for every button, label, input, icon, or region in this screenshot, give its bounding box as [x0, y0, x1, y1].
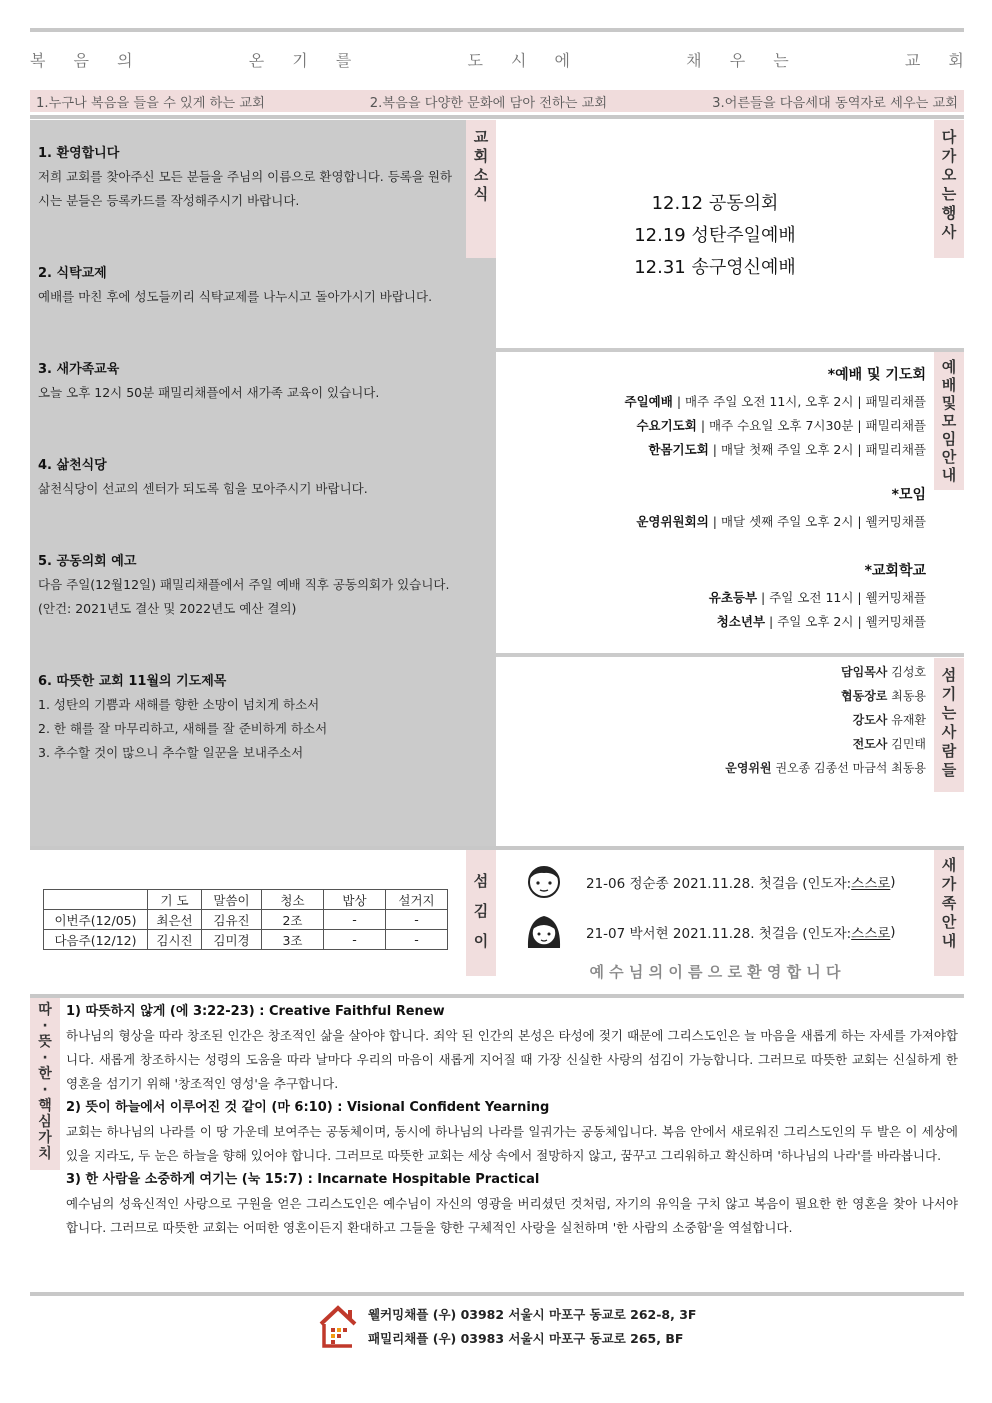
- value-body: 교회는 하나님의 나라를 이 땅 가운데 보여주는 공동체이며, 동시에 하나님의 나라를 일궈가는 공동체입니다. 복음 안에서 새로워진 그리스도인의 두 발은 이 세상에 있을 지라도, 두 눈은 하늘을 향해 있어야 합니다. 그러므로 따뜻한 교회는 세상 속에서 절망하지 않고, 꿈꾸고 그리워하고 확신하며 '하나님의 나라'를 바라봅니다.: [66, 1124, 958, 1163]
- vision-item: 3.어른들을 다음세대 동역자로 세우는 교회: [712, 95, 958, 111]
- value-body: 하나님의 형상을 따라 창조된 인간은 창조적인 삶을 살아야 합니다. 죄악 된 인간의 본성은 타성에 젖기 때문에 그리스도인은 늘 마음을 새롭게 하는 자세를 가져야합니다. 새롭게 창조하시는 성령의 도움을 따라 날마다 우리의 마음이 새롭게 지어질 때 가장 신실한 사랑의 섬김이 가능합니다. 그러므로 따뜻한 교회는 신실하게 한 영혼을 섬기기 위해 '창조적인 영성'을 추구합니다.: [66, 1028, 958, 1091]
- vision-item: 1.누구나 복음을 들을 수 있게 하는 교회: [36, 95, 265, 111]
- guide-row: 수요기도회 | 매주 수요일 오후 7시30분 | 패밀리채플: [636, 418, 926, 433]
- motto-char: 교: [904, 51, 921, 70]
- tab-duty: 섬 김 이: [466, 850, 496, 976]
- value-body: 예수님의 성육신적인 사랑으로 구원을 얻은 그리스도인은 예수님이 자신의 영광을 버리셨던 것처럼, 자기의 유익을 구치 않고 복음이 필요한 한 영혼을 찾아 나서야 합니다. 그러므로 따뜻한 교회는 어떠한 영혼이든지 환대하고 그들을 향한 구체적인 사랑을 실천하며 '한 사람의 소중함'을 역설합니다.: [66, 1196, 958, 1235]
- tab-worship-guide: 예 배 및 모 임 안 내: [934, 352, 964, 490]
- divider: [30, 1292, 964, 1296]
- news-item: [38, 454, 458, 501]
- event-line: 12.12 공동의회: [651, 193, 779, 214]
- motto-char: 는: [773, 51, 789, 70]
- footer: [318, 1304, 696, 1350]
- top-rule: [30, 28, 964, 32]
- church-logo-icon: [318, 1304, 358, 1350]
- news-item: [38, 262, 458, 309]
- duty-table: [43, 889, 448, 950]
- address-line: 패밀리채플 (우) 03983 서울시 마포구 동교로 265, BF: [368, 1331, 684, 1346]
- motto-char: 복: [30, 51, 46, 70]
- servant-row: 전도사 김민태: [852, 737, 926, 751]
- divider: [30, 846, 964, 850]
- motto-char: 우: [729, 51, 746, 70]
- servant-row: 협동장로 최동용: [841, 689, 926, 703]
- guide-link[interactable]: 스스로: [851, 926, 891, 942]
- tab-new-family: 새 가 족 안 내: [934, 850, 964, 976]
- guide-row: 주일예배 | 매주 주일 오전 11시, 오후 2시 | 패밀리채플: [624, 394, 926, 409]
- servant-row: 담임목사 김성호: [841, 665, 926, 679]
- guide-row: 유초등부 | 주일 오전 11시 | 웰커밍채플: [708, 590, 926, 605]
- guide-heading: *교회학교: [864, 563, 926, 579]
- vision-item: 2.복음을 다양한 문화에 담아 전하는 교회: [369, 95, 608, 111]
- news-body: 다음 주일(12월12일) 패밀리채플에서 주일 예배 직후 공동의회가 있습니다. (안건: 2021년도 결산 및 2022년도 예산 결의): [38, 577, 450, 616]
- prayer-line: 3. 추수할 것이 많으니 추수할 일꾼을 보내주소서: [38, 745, 304, 760]
- news-item: [38, 670, 458, 765]
- news-title: 1. 환영합니다: [38, 146, 120, 161]
- news-body: 저희 교회를 찾아주신 모든 분들을 주님의 이름으로 환영합니다. 등록을 원하시는 분들은 등록카드를 작성해주시기 바랍니다.: [38, 169, 453, 208]
- motto-char: 도: [467, 51, 483, 70]
- core-values: [66, 1000, 958, 1240]
- person-icon: [524, 912, 564, 952]
- guide-link[interactable]: 스스로: [851, 876, 891, 892]
- news-title: 6. 따뜻한 교회 11월의 기도제목: [38, 674, 227, 689]
- motto-char: 온: [248, 51, 265, 70]
- newcomer-row: 21-06 정순종 2021.11.28. 첫걸음 (인도자: 스스로 ): [524, 862, 924, 902]
- news-item: [38, 550, 458, 621]
- motto-char: 시: [510, 51, 527, 70]
- news-body: 오늘 오후 12시 50분 패밀리채플에서 새가족 교육이 있습니다.: [38, 385, 380, 400]
- event-line: 12.19 성탄주일예배: [634, 225, 796, 246]
- value-heading: 2) 뜻이 하늘에서 이루어진 것 같이 (마 6:10) : Visional Confident Yearning: [66, 1100, 550, 1115]
- prayer-line: 1. 성탄의 기쁨과 새해를 향한 소망이 넘치게 하소서: [38, 697, 320, 712]
- tab-core-values: 따 · 뜻 · 한 · 핵 심 가 치: [30, 998, 60, 1170]
- divider: [30, 994, 964, 998]
- table-header-row: 기 도 말씀이 청소 밥상 설거지: [44, 890, 448, 910]
- news-title: 5. 공동의회 예고: [38, 554, 137, 569]
- motto: [30, 48, 964, 70]
- value-heading: 3) 한 사람을 소중하게 여기는 (눅 15:7) : Incarnate Hospitable Practical: [66, 1172, 540, 1187]
- news-title: 3. 새가족교육: [38, 362, 120, 377]
- motto-char: 회: [948, 51, 964, 70]
- motto-char: 음: [73, 51, 90, 70]
- worship-guide: [496, 352, 926, 652]
- news-item: [38, 358, 458, 405]
- table-row: 이번주(12/05) 최은선 김유진 2조 - -: [44, 910, 448, 930]
- news-title: 2. 식탁교제: [38, 266, 107, 281]
- guide-row: 한몸기도회 | 매달 첫째 주일 오후 2시 | 패밀리채플: [648, 442, 926, 457]
- news-body: 삶천식당이 선교의 센터가 되도록 힘을 모아주시기 바랍니다.: [38, 481, 368, 496]
- news-item: [38, 142, 458, 213]
- person-icon: [524, 862, 564, 902]
- newcomer-text: 21-07 박서현 2021.11.28. 첫걸음 (인도자:: [586, 926, 852, 942]
- motto-char: 기: [292, 51, 308, 70]
- address-line: 웰커밍채플 (우) 03982 서울시 마포구 동교로 262-8, 3F: [368, 1307, 697, 1322]
- newcomer-row: 21-07 박서현 2021.11.28. 첫걸음 (인도자: 스스로 ): [524, 912, 924, 952]
- news-title: 4. 삶천식당: [38, 458, 107, 473]
- guide-row: 청소년부 | 주일 오후 2시 | 웰커밍채플: [716, 614, 926, 629]
- value-heading: 1) 따뜻하지 않게 (에 3:22-23) : Creative Faithful Renew: [66, 1004, 445, 1019]
- tab-servants: 섬 기 는 사 람 들: [934, 658, 964, 792]
- newcomer-text: 21-06 정순종 2021.11.28. 첫걸음 (인도자:: [586, 876, 852, 892]
- news-body: 예배를 마친 후에 성도들끼리 식탁교제를 나누시고 돌아가시기 바랍니다.: [38, 289, 433, 304]
- tab-church-news: 교 회 소 식: [466, 120, 496, 258]
- church-news-panel: [30, 120, 466, 848]
- motto-char: 채: [686, 51, 702, 70]
- servants-list: [496, 660, 926, 780]
- guide-row: 운영위원회의 | 매달 셋째 주일 오후 2시 | 웰커밍채플: [636, 514, 926, 529]
- table-row: 다음주(12/12) 김시진 김미경 3조 - -: [44, 930, 448, 950]
- welcome-text: 예 수 님 의 이 름 으 로 환 영 합 니 다: [589, 963, 841, 981]
- gray-column: [466, 258, 496, 848]
- servant-row: 강도사 유재환: [852, 713, 926, 727]
- motto-char: 를: [335, 51, 352, 70]
- upcoming-events: [496, 120, 934, 348]
- motto-char: 의: [117, 51, 133, 70]
- prayer-line: 2. 한 해를 잘 마무리하고, 새해를 잘 준비하게 하소서: [38, 721, 328, 736]
- divider: [30, 115, 964, 119]
- guide-heading: *모임: [891, 487, 926, 503]
- motto-char: 에: [554, 51, 570, 70]
- event-line: 12.31 송구영신예배: [634, 257, 796, 278]
- guide-heading: *예배 및 기도회: [827, 367, 926, 383]
- servant-row: 운영위원 권오종 김종선 마금석 최동용: [725, 761, 926, 775]
- vision-bar: [30, 90, 964, 112]
- tab-upcoming-events: 다 가 오 는 행 사: [934, 120, 964, 258]
- address-block: [368, 1303, 696, 1351]
- divider: [496, 653, 964, 657]
